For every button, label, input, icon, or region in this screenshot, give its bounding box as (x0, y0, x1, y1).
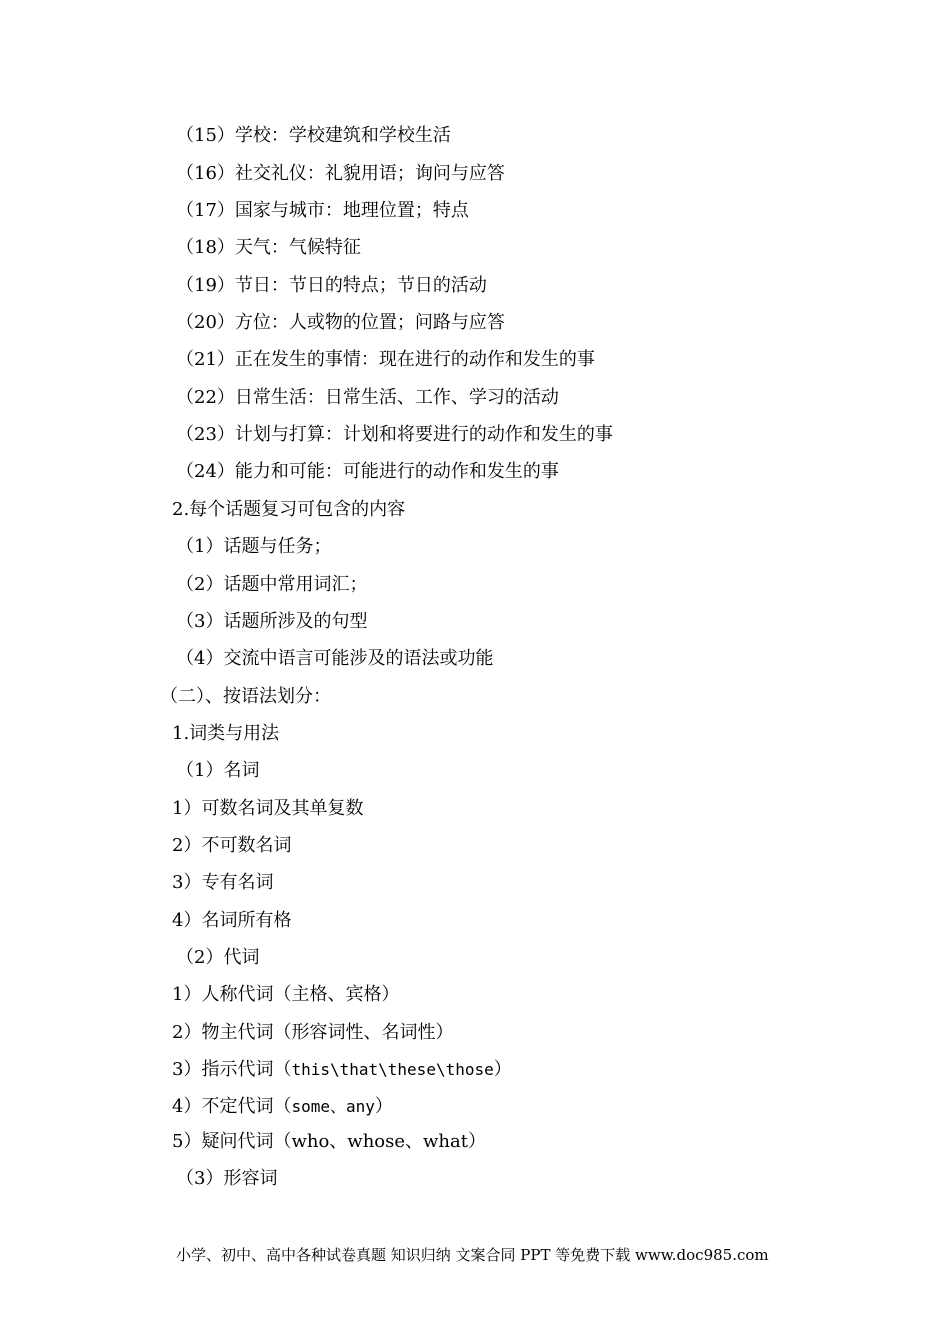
pronoun-item-3-words: this\that\these\those (291, 1060, 494, 1079)
pronoun-item-4-label: 4）不定代词（ (172, 1096, 292, 1117)
pronoun-item-3 (172, 1059, 512, 1081)
topic-line-15: （15）学校：学校建筑和学校生活 (176, 125, 451, 146)
pronoun-heading: （2）代词 (176, 947, 260, 968)
topic-line-21: （21）正在发生的事情：现在进行的动作和发生的事 (176, 349, 595, 370)
adjective-heading: （3）形容词 (176, 1168, 278, 1189)
topic-line-16: （16）社交礼仪：礼貌用语；询问与应答 (176, 163, 505, 184)
noun-item-4: 4）名词所有格 (172, 910, 292, 931)
topic-line-23: （23）计划与打算：计划和将要进行的动作和发生的事 (176, 424, 613, 445)
topic-line-19: （19）节日：节日的特点；节日的活动 (176, 275, 487, 296)
noun-item-3: 3）专有名词 (172, 872, 274, 893)
topic-line-22: （22）日常生活：日常生活、工作、学习的活动 (176, 387, 559, 408)
pronoun-item-5: 5）疑问代词（who、whose、what） (172, 1131, 486, 1152)
noun-heading: （1）名词 (176, 760, 260, 781)
pronoun-item-3-label: 3）指示代词（ (172, 1059, 292, 1080)
topic-line-18: （18）天气：气候特征 (176, 237, 361, 258)
pronoun-item-3-close: ） (493, 1059, 512, 1080)
topic-line-17: （17）国家与城市：地理位置；特点 (176, 200, 469, 221)
pronoun-item-1: 1）人称代词（主格、宾格） (172, 984, 400, 1005)
content-item-4: （4）交流中语言可能涉及的语法或功能 (176, 648, 494, 669)
noun-item-1: 1）可数名词及其单复数 (172, 798, 364, 819)
topic-line-24: （24）能力和可能：可能进行的动作和发生的事 (176, 461, 559, 482)
word-class-heading: 1.词类与用法 (172, 723, 280, 744)
page-footer: 小学、初中、高中各种试卷真题 知识归纳 文案合同 PPT 等免费下载 www.doc985.com (176, 1246, 769, 1264)
content-item-3: （3）话题所涉及的句型 (176, 611, 368, 632)
grammar-section-heading: （二）、按语法划分： (160, 686, 331, 707)
section-heading-2: 2.每个话题复习可包含的内容 (172, 499, 406, 520)
pronoun-item-4 (172, 1096, 393, 1118)
pronoun-item-4-words: some、any (291, 1097, 375, 1116)
pronoun-item-4-close: ） (374, 1096, 393, 1117)
pronoun-item-2: 2）物主代词（形容词性、名词性） (172, 1022, 454, 1043)
content-item-1: （1）话题与任务； (176, 536, 332, 557)
content-item-2: （2）话题中常用词汇； (176, 574, 368, 595)
noun-item-2: 2）不可数名词 (172, 835, 292, 856)
topic-line-20: （20）方位：人或物的位置；问路与应答 (176, 312, 505, 333)
